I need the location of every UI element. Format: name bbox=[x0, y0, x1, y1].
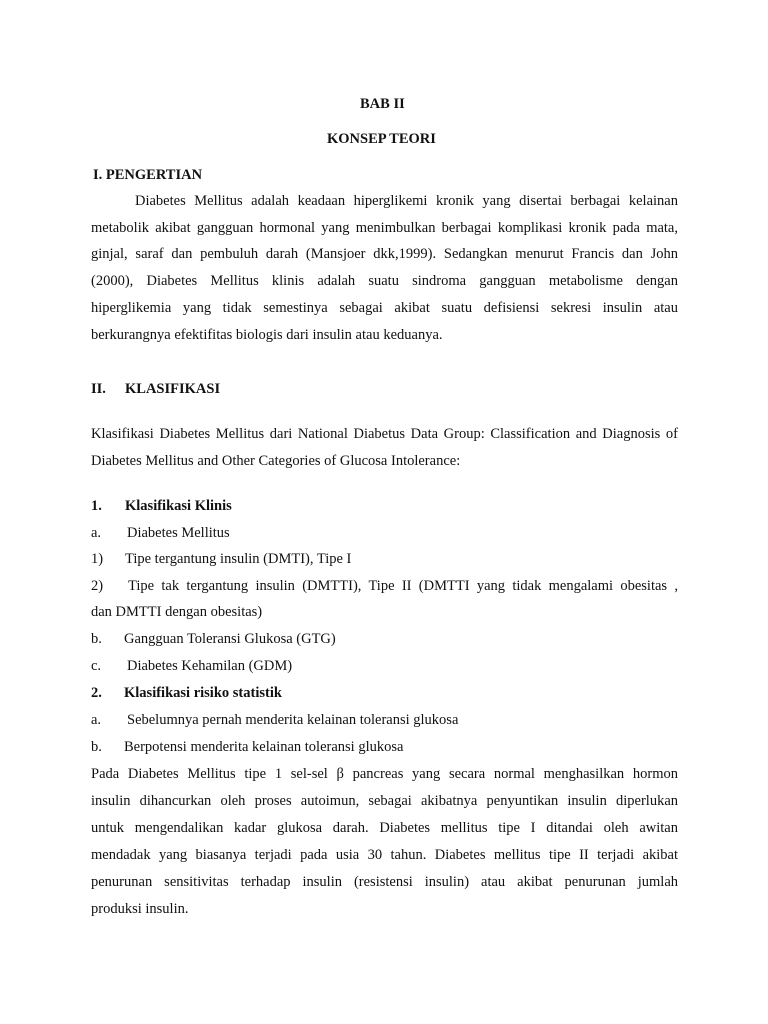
paragraph-line: metabolik akibat gangguan hormonal yang menimbulkan berbagai komplikasi kronik pada mata, bbox=[91, 220, 678, 236]
section-title-pengertian: I. PENGERTIAN bbox=[93, 167, 203, 183]
paragraph-line: Diabetes Mellitus adalah keadaan hiperglikemi kronik yang disertai berbagai kelainan bbox=[135, 193, 678, 209]
paragraph-line: hiperglikemia yang tidak semestinya sebagai akibat suatu defisiensi sekresi insulin atau bbox=[91, 300, 678, 316]
paragraph-line: (2000), Diabetes Mellitus klinis adalah suatu sindroma gangguan metabolisme dengan bbox=[91, 273, 678, 289]
list-label: 2) bbox=[91, 578, 104, 594]
list-item-text: Diabetes Mellitus bbox=[127, 525, 230, 541]
intro-line: Klasifikasi Diabetes Mellitus dari National Diabetus Data Group: Classification and Diagnosis of bbox=[91, 426, 678, 442]
list-item-continuation: dan DMTTI dengan obesitas) bbox=[91, 604, 263, 620]
list-item-text: Klasifikasi Klinis bbox=[125, 498, 232, 514]
list-label: 1. bbox=[91, 498, 102, 514]
paragraph-line: ginjal, saraf dan pembuluh darah (Mansjoer dkk,1999). Sedangkan menurut Francis dan John bbox=[91, 246, 678, 262]
paragraph-line: penurunan sensitivitas terhadap insulin (resistensi insulin) atau akibat penurunan jumlah bbox=[91, 874, 678, 890]
list-item-text: Klasifikasi risiko statistik bbox=[124, 685, 282, 701]
list-item-text: Sebelumnya pernah menderita kelainan toleransi glukosa bbox=[127, 712, 459, 728]
list-label: b. bbox=[91, 739, 102, 755]
paragraph-line: untuk mengendalikan kadar glukosa darah. Diabetes mellitus tipe I ditandai oleh awitan bbox=[91, 820, 678, 836]
intro-line: Diabetes Mellitus and Other Categories of Glucosa Intolerance: bbox=[91, 453, 461, 469]
paragraph-line: produksi insulin. bbox=[91, 901, 189, 917]
list-item-text: Gangguan Toleransi Glukosa (GTG) bbox=[124, 631, 336, 647]
paragraph-line: insulin dihancurkan oleh proses autoimun, sebagai akibatnya penyuntikan insulin diperlukan bbox=[91, 793, 678, 809]
paragraph-line: mendadak yang biasanya terjadi pada usia 30 tahun. Diabetes mellitus tipe II terjadi akibat bbox=[91, 847, 678, 863]
list-item-text: Berpotensi menderita kelainan toleransi glukosa bbox=[124, 739, 404, 755]
list-item-text: Tipe tak tergantung insulin (DMTTI), Tipe II (DMTTI yang tidak mengalami obesitas , bbox=[128, 578, 678, 594]
section-number-klasifikasi: II. bbox=[91, 381, 106, 397]
list-label: c. bbox=[91, 658, 102, 674]
list-item-text: Tipe tergantung insulin (DMTI), Tipe I bbox=[125, 551, 352, 567]
list-label: a. bbox=[91, 712, 102, 728]
paragraph-line: Pada Diabetes Mellitus tipe 1 sel-sel β pancreas yang secara normal menghasilkan hormon bbox=[91, 766, 678, 782]
list-label: 2. bbox=[91, 685, 102, 701]
section-title-klasifikasi: KLASIFIKASI bbox=[125, 381, 221, 397]
list-label: a. bbox=[91, 525, 102, 541]
chapter-title: KONSEP TEORI bbox=[327, 131, 436, 147]
paragraph-line: berkurangnya efektifitas biologis dari insulin atau keduanya. bbox=[91, 327, 443, 343]
list-label: b. bbox=[91, 631, 102, 647]
list-item-text: Diabetes Kehamilan (GDM) bbox=[127, 658, 293, 674]
list-label: 1) bbox=[91, 551, 104, 567]
chapter-heading: BAB II bbox=[360, 96, 405, 112]
